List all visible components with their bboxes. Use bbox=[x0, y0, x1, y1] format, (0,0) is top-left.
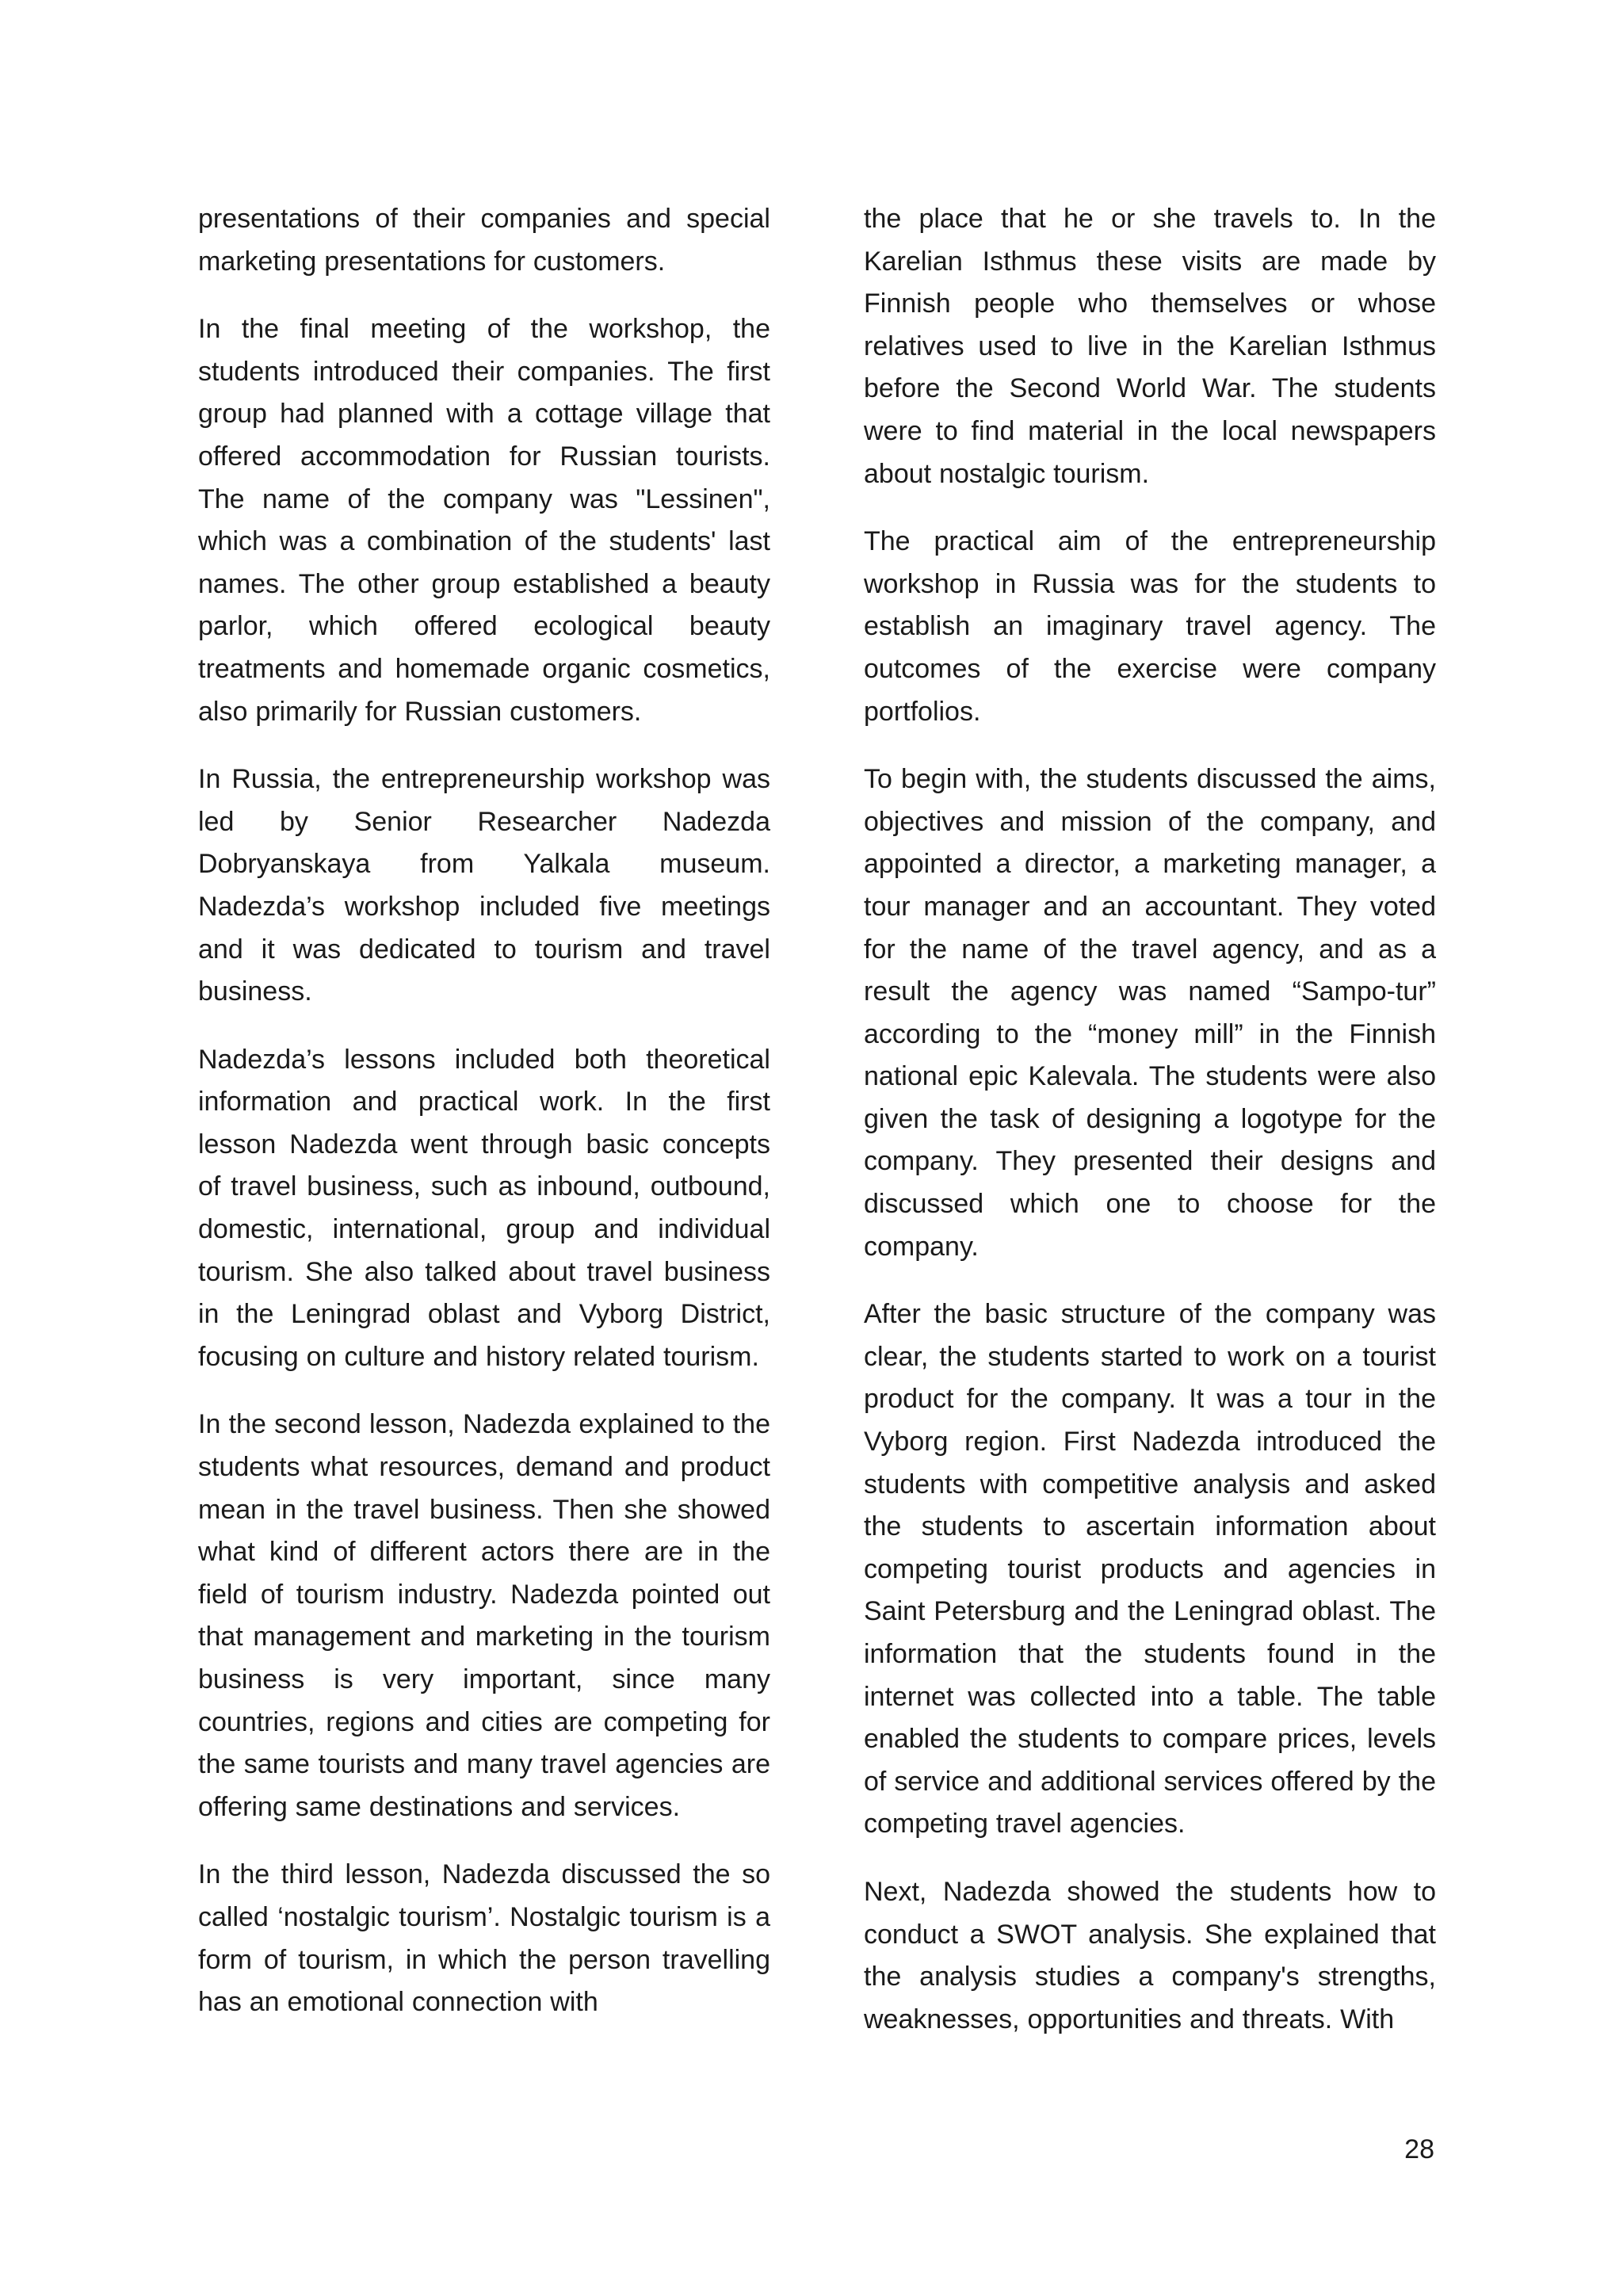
paragraph: In the third lesson, Nadezda discussed the so called ‘nostalgic tourism’. Nostalgic tourism is a form of tourism, in which the person travelling has an emotional connection with bbox=[198, 1859, 770, 2018]
paragraph: presentations of their companies and special marketing presentations for customers. bbox=[198, 204, 770, 277]
paragraph: Nadezda’s lessons included both theoretical information and practical work. In the first lesson Nadezda went through basic concepts of travel business, such as inbound, outbound, domestic, international, group and individual tourism. She also talked about travel business in the Leningrad oblast and Vyborg District, focusing on culture and history related tourism. bbox=[198, 1044, 770, 1372]
paragraph: After the basic structure of the company was clear, the students started to work on a tourist product for the company. It was a tour in the Vyborg region. First Nadezda introduced the students with competitive analysis and asked the students to ascertain information about competing tourist products and agencies in Saint Petersburg and the Leningrad oblast. The information that the students found in the internet was collected into a table. The table enabled the students to compare prices, levels of service and additional services offered by the competing travel agencies. bbox=[864, 1299, 1436, 1839]
paragraph: The practical aim of the entrepreneurship workshop in Russia was for the students to establish an imaginary travel agency. The outcomes of the exercise were company portfolios. bbox=[864, 526, 1436, 727]
right-column bbox=[864, 198, 1436, 2066]
paragraph: Next, Nadezda showed the students how to conduct a SWOT analysis. She explained that the analysis studies a company's strengths, weaknesses, opportunities and threats. With bbox=[864, 1876, 1436, 2034]
paragraph: In the final meeting of the workshop, the students introduced their companies. The first group had planned with a cottage village that offered accommodation for Russian tourists. The name of the company was "Lessinen", which was a combination of the students' last names. The other group established a beauty parlor, which offered ecological beauty treatments and homemade organic cosmetics, also primarily for Russian customers. bbox=[198, 314, 770, 727]
paragraph: In Russia, the entrepreneurship workshop was led by Senior Researcher Nadezda Dobryanskaya from Yalkala museum. Nadezda’s workshop included five meetings and it was dedicated to tourism and travel business. bbox=[198, 764, 770, 1007]
page-number: 28 bbox=[1404, 2134, 1434, 2164]
paragraph: To begin with, the students discussed the aims, objectives and mission of the company, and appointed a director, a marketing manager, a tour manager and an accountant. They voted for the name of the travel agency, and as a result the agency was named “Sampo-tur” according to the “money mill” in the Finnish national epic Kalevala. The students were also given the task of designing a logotype for the company. They presented their designs and discussed which one to choose for the company. bbox=[864, 764, 1436, 1262]
left-column bbox=[198, 198, 770, 2050]
paragraph: the place that he or she travels to. In the Karelian Isthmus these visits are made by Finnish people who themselves or whose relatives used to live in the Karelian Isthmus before the Second World War. The students were to find material in the local newspapers about nostalgic tourism. bbox=[864, 204, 1436, 489]
paragraph: In the second lesson, Nadezda explained to the students what resources, demand and product mean in the travel business. Then she showed what kind of different actors there are in the field of tourism industry. Nadezda pointed out that management and marketing in the tourism business is very important, since many countries, regions and cities are competing for the same tourists and many travel agencies are offering same destinations and services. bbox=[198, 1409, 770, 1822]
